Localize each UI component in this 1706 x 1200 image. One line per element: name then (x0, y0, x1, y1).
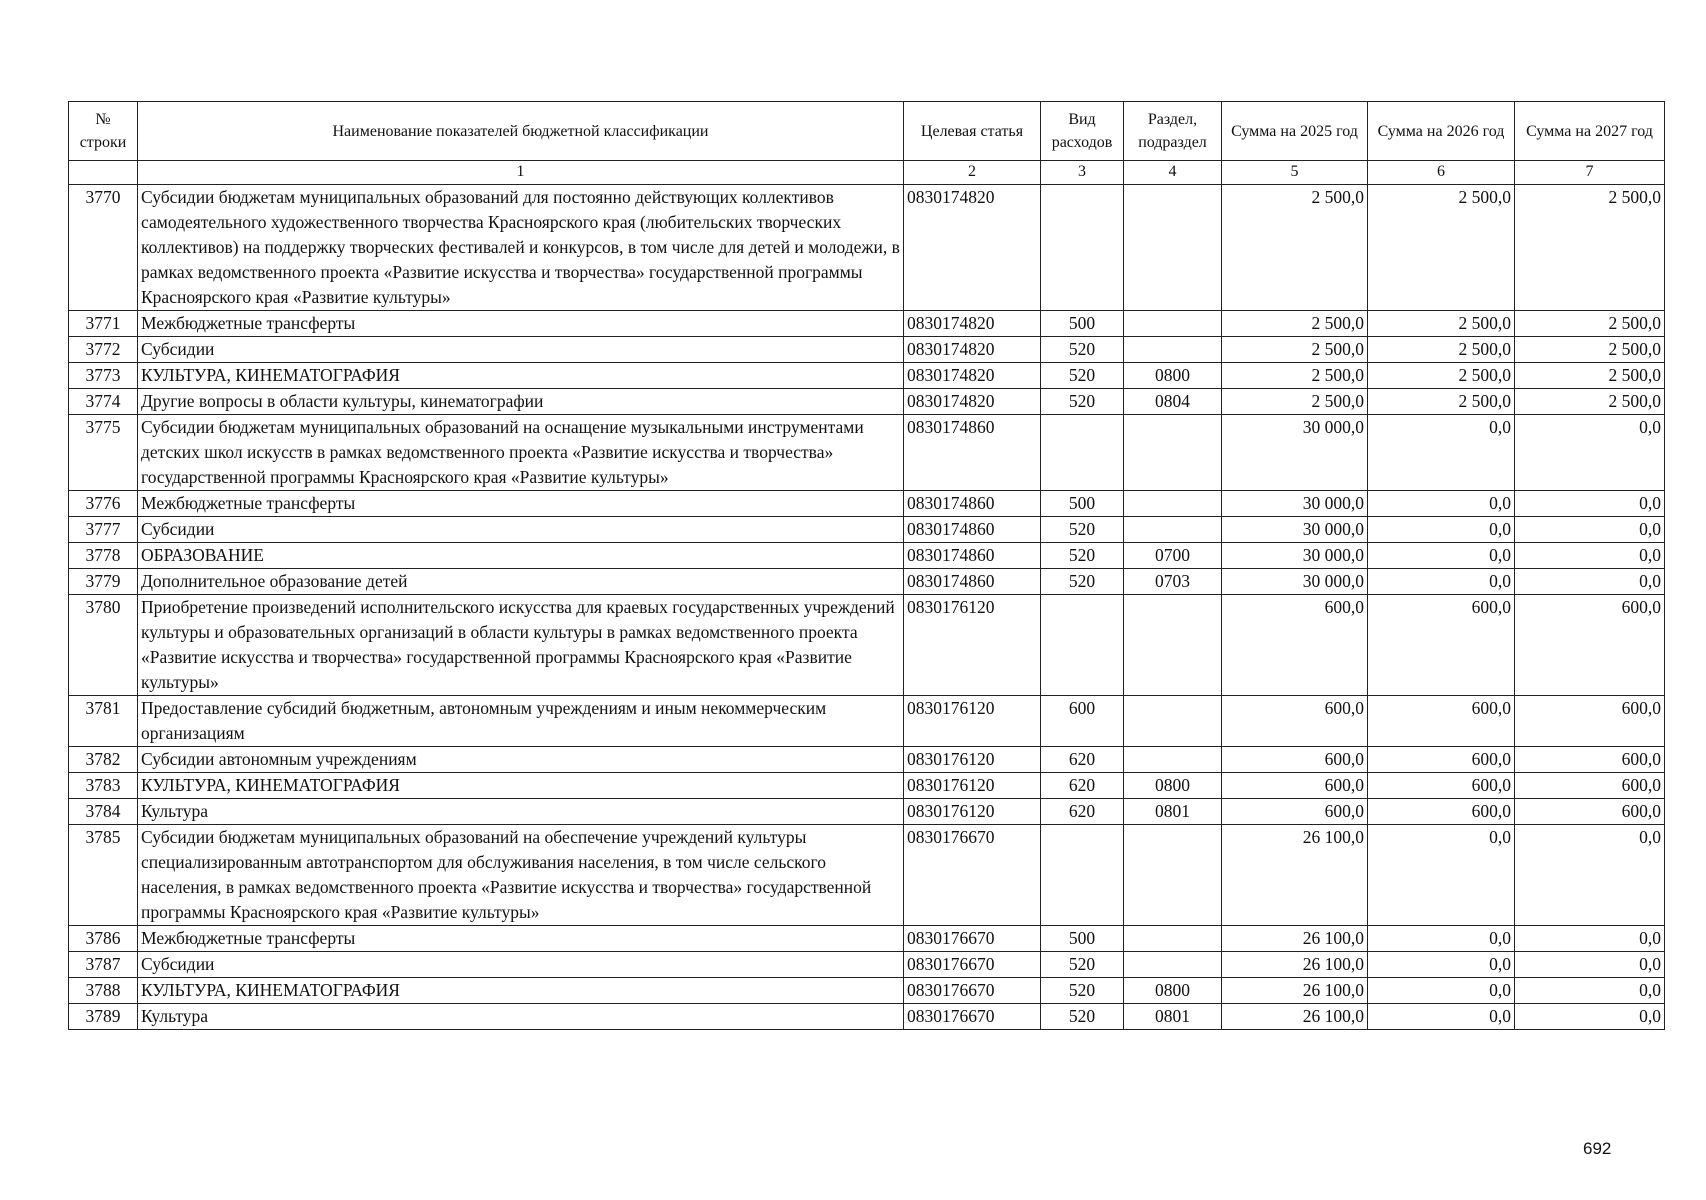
row-sum-2025: 600,0 (1222, 747, 1368, 773)
row-sum-2025: 30 000,0 (1222, 543, 1368, 569)
row-name: Межбюджетные трансферты (138, 926, 904, 952)
row-number: 3784 (69, 799, 138, 825)
row-section: 0804 (1124, 389, 1222, 415)
row-target-code: 0830174860 (904, 491, 1041, 517)
row-sum-2025: 2 500,0 (1222, 185, 1368, 311)
row-sum-2027: 0,0 (1515, 517, 1665, 543)
row-name: Культура (138, 799, 904, 825)
row-target-code: 0830176670 (904, 926, 1041, 952)
row-sum-2025: 30 000,0 (1222, 569, 1368, 595)
row-expense-type (1041, 185, 1124, 311)
column-number: 7 (1515, 161, 1665, 185)
row-number: 3786 (69, 926, 138, 952)
row-expense-type: 520 (1041, 337, 1124, 363)
table-row (69, 389, 1665, 415)
row-expense-type: 500 (1041, 311, 1124, 337)
row-name: Приобретение произведений исполнительского искусства для краевых государственных учреждений культуры и образовательных организаций в области культуры в рамках ведомственного проекта «Развитие искусства и творчества» государственной программы Красноярского края «Развитие культуры» (138, 595, 904, 696)
row-expense-type: 500 (1041, 926, 1124, 952)
table-row (69, 569, 1665, 595)
row-sum-2025: 600,0 (1222, 799, 1368, 825)
row-section (1124, 337, 1222, 363)
row-target-code: 0830176120 (904, 773, 1041, 799)
row-sum-2026: 0,0 (1368, 978, 1515, 1004)
row-sum-2026: 2 500,0 (1368, 311, 1515, 337)
row-sum-2025: 2 500,0 (1222, 311, 1368, 337)
row-sum-2025: 30 000,0 (1222, 415, 1368, 491)
row-number: 3777 (69, 517, 138, 543)
page-number: 692 (1583, 1139, 1612, 1158)
row-sum-2027: 0,0 (1515, 415, 1665, 491)
row-number: 3783 (69, 773, 138, 799)
row-expense-type: 500 (1041, 491, 1124, 517)
row-sum-2026: 0,0 (1368, 543, 1515, 569)
row-sum-2026: 600,0 (1368, 595, 1515, 696)
row-name: Культура (138, 1004, 904, 1030)
row-sum-2027: 600,0 (1515, 696, 1665, 747)
row-expense-type: 520 (1041, 389, 1124, 415)
row-section: 0800 (1124, 978, 1222, 1004)
row-expense-type: 620 (1041, 747, 1124, 773)
row-section (1124, 311, 1222, 337)
column-number: 2 (904, 161, 1041, 185)
column-number: 3 (1041, 161, 1124, 185)
row-name: КУЛЬТУРА, КИНЕМАТОГРАФИЯ (138, 978, 904, 1004)
table-row (69, 185, 1665, 311)
row-sum-2025: 26 100,0 (1222, 978, 1368, 1004)
row-sum-2026: 0,0 (1368, 952, 1515, 978)
table-row (69, 747, 1665, 773)
row-sum-2025: 600,0 (1222, 773, 1368, 799)
row-number: 3779 (69, 569, 138, 595)
row-section (1124, 747, 1222, 773)
row-name: Субсидии бюджетам муниципальных образований на обеспечение учреждений культуры специализированным автотранспортом для обслуживания населения, в том числе сельского населения, в рамках ведомственного проекта «Развитие искусства и творчества» государственной программы Красноярского края «Развитие культуры» (138, 825, 904, 926)
row-number: 3776 (69, 491, 138, 517)
row-sum-2025: 30 000,0 (1222, 491, 1368, 517)
row-sum-2025: 600,0 (1222, 696, 1368, 747)
column-number: 6 (1368, 161, 1515, 185)
row-sum-2027: 0,0 (1515, 952, 1665, 978)
row-section (1124, 415, 1222, 491)
row-sum-2026: 0,0 (1368, 825, 1515, 926)
row-expense-type (1041, 825, 1124, 926)
row-sum-2025: 26 100,0 (1222, 825, 1368, 926)
row-target-code: 0830174820 (904, 311, 1041, 337)
table-row (69, 952, 1665, 978)
row-sum-2025: 2 500,0 (1222, 363, 1368, 389)
row-sum-2027: 0,0 (1515, 543, 1665, 569)
row-expense-type: 520 (1041, 569, 1124, 595)
row-sum-2027: 0,0 (1515, 491, 1665, 517)
row-name: Субсидии (138, 337, 904, 363)
table-row (69, 415, 1665, 491)
row-number: 3788 (69, 978, 138, 1004)
row-section: 0800 (1124, 773, 1222, 799)
row-sum-2026: 600,0 (1368, 747, 1515, 773)
row-sum-2027: 2 500,0 (1515, 389, 1665, 415)
row-number: 3775 (69, 415, 138, 491)
row-name: Дополнительное образование детей (138, 569, 904, 595)
row-expense-type: 520 (1041, 517, 1124, 543)
row-sum-2025: 2 500,0 (1222, 337, 1368, 363)
row-sum-2025: 30 000,0 (1222, 517, 1368, 543)
row-section: 0703 (1124, 569, 1222, 595)
row-section (1124, 952, 1222, 978)
row-target-code: 0830176120 (904, 799, 1041, 825)
row-section (1124, 517, 1222, 543)
row-sum-2026: 0,0 (1368, 491, 1515, 517)
row-name: Субсидии бюджетам муниципальных образований для постоянно действующих коллективов самодеятельного художественного творчества Красноярского края (любительских творческих коллективов) на поддержку творческих фестивалей и конкурсов, в том числе для детей и молодежи, в рамках ведомственного проекта «Развитие искусства и творчества» государственной программы Красноярского края «Развитие культуры» (138, 185, 904, 311)
row-expense-type: 620 (1041, 799, 1124, 825)
row-number: 3774 (69, 389, 138, 415)
table-row (69, 363, 1665, 389)
table-row (69, 1004, 1665, 1030)
column-number-blank (69, 161, 138, 185)
row-sum-2027: 2 500,0 (1515, 185, 1665, 311)
row-sum-2025: 26 100,0 (1222, 1004, 1368, 1030)
row-sum-2027: 600,0 (1515, 799, 1665, 825)
row-sum-2026: 2 500,0 (1368, 185, 1515, 311)
table-row (69, 773, 1665, 799)
row-name: КУЛЬТУРА, КИНЕМАТОГРАФИЯ (138, 773, 904, 799)
row-section (1124, 825, 1222, 926)
row-number: 3782 (69, 747, 138, 773)
row-sum-2027: 2 500,0 (1515, 363, 1665, 389)
row-target-code: 0830174860 (904, 517, 1041, 543)
row-name: Другие вопросы в области культуры, кинематографии (138, 389, 904, 415)
table-header-row (69, 102, 1665, 161)
row-sum-2027: 2 500,0 (1515, 337, 1665, 363)
row-section: 0801 (1124, 799, 1222, 825)
row-expense-type: 520 (1041, 978, 1124, 1004)
row-number: 3773 (69, 363, 138, 389)
row-target-code: 0830174820 (904, 389, 1041, 415)
table-row (69, 825, 1665, 926)
row-section (1124, 595, 1222, 696)
table-row (69, 337, 1665, 363)
row-sum-2026: 0,0 (1368, 569, 1515, 595)
row-sum-2026: 0,0 (1368, 517, 1515, 543)
row-name: Предоставление субсидий бюджетным, автономным учреждениям и иным некоммерческим организациям (138, 696, 904, 747)
header-sum-2025: Сумма на 2025 год (1222, 102, 1368, 161)
row-sum-2025: 26 100,0 (1222, 952, 1368, 978)
row-number: 3771 (69, 311, 138, 337)
row-sum-2026: 0,0 (1368, 415, 1515, 491)
row-target-code: 0830176670 (904, 1004, 1041, 1030)
row-name: Межбюджетные трансферты (138, 491, 904, 517)
row-sum-2027: 0,0 (1515, 926, 1665, 952)
row-name: Субсидии автономным учреждениям (138, 747, 904, 773)
row-target-code: 0830176120 (904, 696, 1041, 747)
row-target-code: 0830176120 (904, 747, 1041, 773)
row-expense-type: 520 (1041, 363, 1124, 389)
row-target-code: 0830174820 (904, 185, 1041, 311)
header-sum-2026: Сумма на 2026 год (1368, 102, 1515, 161)
row-sum-2026: 600,0 (1368, 773, 1515, 799)
row-section (1124, 926, 1222, 952)
row-section: 0801 (1124, 1004, 1222, 1030)
row-expense-type: 520 (1041, 952, 1124, 978)
row-sum-2026: 0,0 (1368, 1004, 1515, 1030)
header-row-number: № строки (69, 102, 138, 161)
row-name: Субсидии (138, 517, 904, 543)
row-target-code: 0830176120 (904, 595, 1041, 696)
table-row (69, 311, 1665, 337)
row-target-code: 0830174860 (904, 415, 1041, 491)
header-sum-2027: Сумма на 2027 год (1515, 102, 1665, 161)
row-sum-2026: 2 500,0 (1368, 363, 1515, 389)
row-name: Субсидии (138, 952, 904, 978)
row-name: Субсидии бюджетам муниципальных образований на оснащение музыкальными инструментами детских школ искусств в рамках ведомственного проекта «Развитие искусства и творчества» государственной программы Красноярского края «Развитие культуры» (138, 415, 904, 491)
row-number: 3787 (69, 952, 138, 978)
row-number: 3770 (69, 185, 138, 311)
row-expense-type: 520 (1041, 1004, 1124, 1030)
row-section: 0800 (1124, 363, 1222, 389)
row-target-code: 0830174860 (904, 569, 1041, 595)
column-number: 1 (138, 161, 904, 185)
row-target-code: 0830174860 (904, 543, 1041, 569)
row-expense-type: 600 (1041, 696, 1124, 747)
row-section: 0700 (1124, 543, 1222, 569)
row-target-code: 0830174820 (904, 363, 1041, 389)
table-row (69, 595, 1665, 696)
row-target-code: 0830176670 (904, 978, 1041, 1004)
header-target-article: Целевая статья (904, 102, 1041, 161)
row-sum-2025: 600,0 (1222, 595, 1368, 696)
row-sum-2026: 600,0 (1368, 799, 1515, 825)
table-row (69, 696, 1665, 747)
row-sum-2025: 26 100,0 (1222, 926, 1368, 952)
row-sum-2026: 2 500,0 (1368, 389, 1515, 415)
row-expense-type: 520 (1041, 543, 1124, 569)
table-row (69, 926, 1665, 952)
row-expense-type (1041, 415, 1124, 491)
table-row (69, 543, 1665, 569)
row-number: 3772 (69, 337, 138, 363)
row-sum-2026: 2 500,0 (1368, 337, 1515, 363)
row-sum-2027: 600,0 (1515, 595, 1665, 696)
column-number-row (69, 161, 1665, 185)
row-sum-2027: 0,0 (1515, 978, 1665, 1004)
row-sum-2026: 600,0 (1368, 696, 1515, 747)
row-sum-2025: 2 500,0 (1222, 389, 1368, 415)
row-sum-2027: 0,0 (1515, 1004, 1665, 1030)
row-section (1124, 696, 1222, 747)
header-expense-type: Вид расходов (1041, 102, 1124, 161)
row-name: ОБРАЗОВАНИЕ (138, 543, 904, 569)
row-number: 3778 (69, 543, 138, 569)
row-sum-2027: 0,0 (1515, 825, 1665, 926)
column-number: 5 (1222, 161, 1368, 185)
row-sum-2027: 0,0 (1515, 569, 1665, 595)
row-number: 3785 (69, 825, 138, 926)
row-name: Межбюджетные трансферты (138, 311, 904, 337)
row-number: 3781 (69, 696, 138, 747)
row-expense-type: 620 (1041, 773, 1124, 799)
row-expense-type (1041, 595, 1124, 696)
table-row (69, 491, 1665, 517)
row-sum-2026: 0,0 (1368, 926, 1515, 952)
row-name: КУЛЬТУРА, КИНЕМАТОГРАФИЯ (138, 363, 904, 389)
row-sum-2027: 600,0 (1515, 773, 1665, 799)
header-section: Раздел, подраздел (1124, 102, 1222, 161)
row-section (1124, 491, 1222, 517)
row-target-code: 0830176670 (904, 952, 1041, 978)
row-sum-2027: 600,0 (1515, 747, 1665, 773)
header-name: Наименование показателей бюджетной классификации (138, 102, 904, 161)
row-section (1124, 185, 1222, 311)
row-number: 3780 (69, 595, 138, 696)
row-sum-2027: 2 500,0 (1515, 311, 1665, 337)
row-target-code: 0830174820 (904, 337, 1041, 363)
table-row (69, 799, 1665, 825)
table-row (69, 978, 1665, 1004)
row-target-code: 0830176670 (904, 825, 1041, 926)
table-row (69, 517, 1665, 543)
column-number: 4 (1124, 161, 1222, 185)
budget-table (68, 101, 1665, 1030)
row-number: 3789 (69, 1004, 138, 1030)
